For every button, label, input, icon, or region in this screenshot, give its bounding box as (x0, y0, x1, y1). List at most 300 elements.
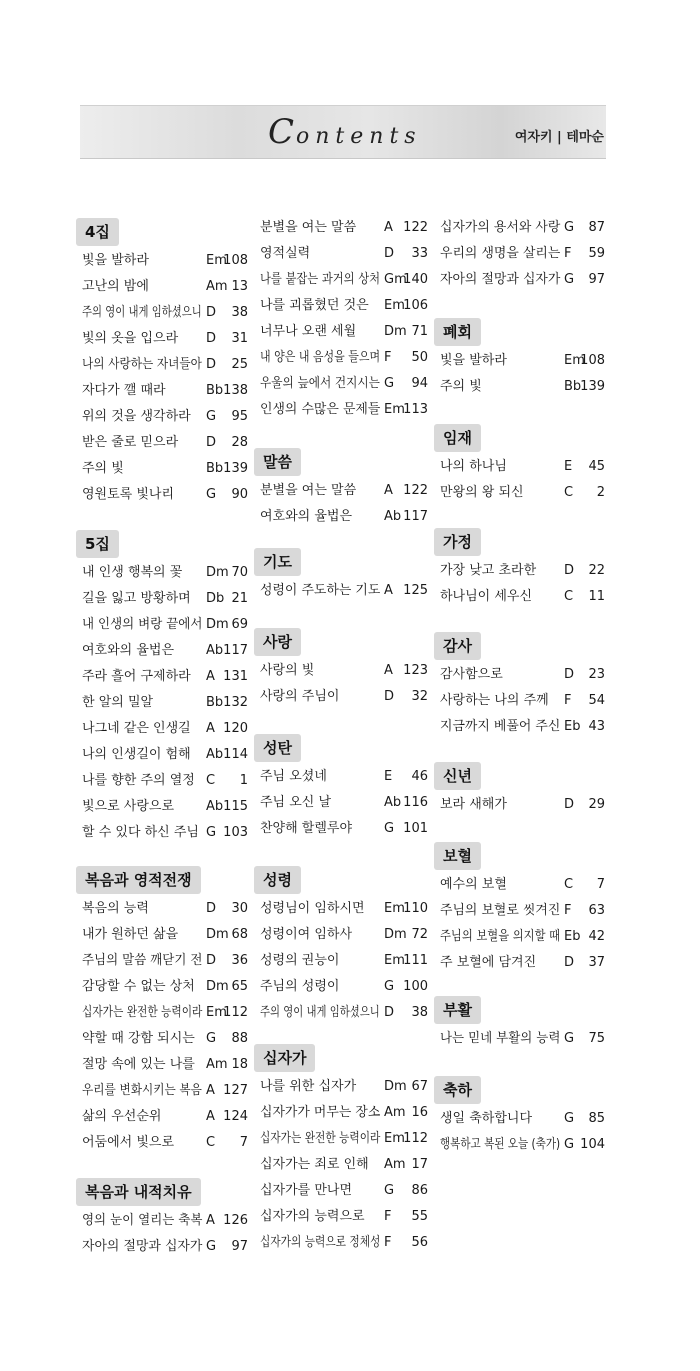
song-title: 고난의 밤에 (82, 279, 149, 294)
song-key: C (564, 877, 574, 892)
toc-entry[interactable] (82, 329, 248, 349)
song-title: 십자가의 용서와 사랑 (440, 220, 561, 235)
page-number: 124 (223, 1109, 248, 1124)
song-title: 가장 낮고 초라한 (440, 563, 537, 578)
page-number: 37 (588, 955, 605, 970)
song-key: Eb (564, 719, 581, 734)
page-number: 55 (411, 1209, 428, 1224)
song-title: 우리를 변화시키는 복음 (82, 1083, 202, 1098)
toc-entry[interactable] (82, 925, 248, 945)
toc-entry[interactable] (82, 745, 248, 765)
song-key: G (206, 409, 217, 424)
toc-entry[interactable] (260, 296, 428, 316)
song-title: 영의 눈이 열리는 축복 (82, 1213, 203, 1228)
song-key: Bb (206, 695, 224, 710)
toc-entry[interactable] (440, 218, 605, 238)
toc-entry[interactable] (440, 1029, 605, 1049)
song-key: G (384, 821, 395, 836)
toc-entry[interactable] (82, 277, 248, 297)
song-title: 주님 오신 날 (260, 795, 332, 810)
song-title: 주라 흘어 구제하라 (82, 669, 191, 684)
page-number: 95 (231, 409, 248, 424)
song-title: 사랑의 주님이 (260, 689, 340, 704)
toc-entry[interactable] (260, 1077, 428, 1097)
song-key: D (206, 331, 217, 346)
song-key: G (384, 979, 395, 994)
song-key: Am (384, 1157, 406, 1172)
song-key: Em (384, 901, 405, 916)
song-title: 어둠에서 빛으로 (82, 1135, 175, 1150)
song-title: 약할 때 강함 되시는 (82, 1031, 195, 1046)
toc-entry[interactable] (82, 1237, 248, 1257)
song-key: Am (206, 279, 228, 294)
song-title: 십자가의 능력으로 (260, 1209, 365, 1224)
page-number: 13 (231, 279, 248, 294)
toc-entry[interactable] (82, 899, 248, 919)
toc-entry[interactable] (440, 901, 605, 921)
toc-entry[interactable] (440, 457, 605, 477)
page-number: 97 (231, 1239, 248, 1254)
toc-entry[interactable] (82, 303, 248, 323)
song-key: Dm (206, 979, 229, 994)
toc-entry[interactable] (440, 875, 605, 895)
song-key: Em (206, 253, 227, 268)
song-title: 삶의 우선순위 (82, 1109, 162, 1124)
song-key: A (384, 663, 393, 678)
song-title: 예수의 보혈 (440, 877, 507, 892)
page-number: 29 (588, 797, 605, 812)
page-number: 116 (403, 795, 428, 810)
song-title: 내 양은 내 음성을 들으며 (260, 350, 381, 365)
title-rest: ontents (296, 124, 422, 149)
toc-entry[interactable] (440, 270, 605, 290)
section-heading: 5집 (76, 530, 119, 558)
song-title: 나를 향한 주의 열정 (82, 773, 195, 788)
song-title: 받은 줄로 믿으라 (82, 435, 179, 450)
song-title: 인생의 수많은 문제들 (260, 402, 381, 417)
song-key: C (206, 1135, 216, 1150)
page-number: 85 (588, 1111, 605, 1126)
song-key: C (206, 773, 216, 788)
song-title: 주의 빛 (82, 461, 124, 476)
song-title: 성령의 권능이 (260, 953, 340, 968)
toc-entry[interactable] (260, 270, 428, 290)
page-number: 36 (231, 953, 248, 968)
page-number: 21 (231, 591, 248, 606)
toc-entry[interactable] (260, 1181, 428, 1201)
page-number: 112 (223, 1005, 248, 1020)
toc-entry[interactable] (260, 767, 428, 787)
toc-entry[interactable] (260, 374, 428, 394)
song-key: Dm (206, 927, 229, 942)
page-number: 75 (588, 1031, 605, 1046)
section-heading: 복음과 영적전쟁 (76, 866, 201, 894)
song-title: 자다가 깰 때라 (82, 383, 166, 398)
contents-subtitle: 여자키 | 테마순 (514, 130, 604, 145)
toc-entry[interactable] (260, 1003, 428, 1023)
song-title: 십자가의 능력으로 정체성 (260, 1235, 381, 1250)
song-title: 빛의 옷을 입으라 (82, 331, 179, 346)
page-number: 101 (403, 821, 428, 836)
toc-entry[interactable] (82, 1055, 248, 1075)
song-key: D (384, 1005, 395, 1020)
song-title: 빛을 발하라 (440, 353, 507, 368)
contents-title (268, 112, 422, 152)
toc-entry[interactable] (440, 1135, 605, 1155)
page-number: 59 (588, 246, 605, 261)
toc-entry[interactable] (260, 687, 428, 707)
toc-entry[interactable] (82, 1029, 248, 1049)
page-number: 122 (403, 483, 428, 498)
song-key: D (564, 563, 575, 578)
page-number: 131 (223, 669, 248, 684)
song-key: A (206, 669, 215, 684)
section-heading: 복음과 내적치유 (76, 1178, 201, 1206)
page-number: 88 (231, 1031, 248, 1046)
page-number: 108 (223, 253, 248, 268)
song-key: G (206, 1031, 217, 1046)
toc-entry[interactable] (82, 1081, 248, 1101)
page-number: 108 (580, 353, 605, 368)
song-title: 감사함으로 (440, 667, 503, 682)
page-number: 65 (231, 979, 248, 994)
page-number: 117 (403, 509, 428, 524)
toc-entry[interactable] (260, 661, 428, 681)
song-title: 나의 인생길이 험해 (82, 747, 191, 762)
page-number: 103 (223, 825, 248, 840)
song-key: D (564, 955, 575, 970)
page-number: 132 (223, 695, 248, 710)
song-title: 나를 위한 십자가 (260, 1079, 357, 1094)
song-key: Ab (206, 747, 224, 762)
page-number: 111 (403, 953, 428, 968)
song-title: 위의 것을 생각하라 (82, 409, 191, 424)
toc-entry[interactable] (82, 823, 248, 843)
toc-entry[interactable] (82, 381, 248, 401)
song-key: Bb (206, 383, 224, 398)
song-title: 주의 빛 (440, 379, 482, 394)
song-key: Ab (384, 509, 402, 524)
song-key: D (206, 305, 217, 320)
toc-entry[interactable] (260, 481, 428, 501)
section-heading: 축하 (434, 1076, 481, 1104)
section-heading: 사랑 (254, 628, 301, 656)
song-key: F (384, 350, 392, 365)
song-title: 성령이여 임하사 (260, 927, 353, 942)
song-title: 절망 속에 있는 나를 (82, 1057, 195, 1072)
song-key: F (564, 246, 572, 261)
toc-entry[interactable] (440, 665, 605, 685)
song-title: 나를 붙잡는 과거의 상처 (260, 272, 381, 287)
song-title: 주의 영이 내게 임하셨으니 (82, 305, 202, 320)
toc-entry[interactable] (440, 717, 605, 737)
toc-entry[interactable] (260, 507, 428, 527)
toc-entry[interactable] (260, 899, 428, 919)
toc-entry[interactable] (82, 951, 248, 971)
page-number: 28 (231, 435, 248, 450)
page-number: 70 (231, 565, 248, 580)
song-key: D (206, 357, 217, 372)
song-key: G (206, 1239, 217, 1254)
song-title: 영적실력 (260, 246, 311, 261)
song-title: 성령이 주도하는 기도 (260, 583, 381, 598)
toc-entry[interactable] (82, 407, 248, 427)
song-title: 빛을 발하라 (82, 253, 149, 268)
toc-entry[interactable] (82, 563, 248, 583)
song-title: 주님의 보혈을 의지할 때 (440, 929, 561, 944)
song-key: D (564, 797, 575, 812)
song-title: 자아의 절망과 십자가 (440, 272, 561, 287)
page-number: 63 (588, 903, 605, 918)
song-title: 빛으로 사랑으로 (82, 799, 175, 814)
toc-entry[interactable] (260, 1129, 428, 1149)
section-heading: 보혈 (434, 842, 481, 870)
song-key: Dm (206, 565, 229, 580)
toc-entry[interactable] (440, 377, 605, 397)
song-title: 주님의 말씀 깨닫기 전 (82, 953, 203, 968)
toc-entry[interactable] (260, 1233, 428, 1253)
section-heading: 4집 (76, 218, 119, 246)
song-title: 십자가가 머무는 장소 (260, 1105, 381, 1120)
song-key: G (384, 1183, 395, 1198)
toc-entry[interactable] (82, 977, 248, 997)
page-number: 115 (223, 799, 248, 814)
toc-entry[interactable] (82, 1211, 248, 1231)
song-title: 복음의 능력 (82, 901, 149, 916)
page-number: 104 (580, 1137, 605, 1152)
toc-entry[interactable] (82, 1003, 248, 1023)
page-number: 30 (231, 901, 248, 916)
toc-entry[interactable] (82, 797, 248, 817)
toc-entry[interactable] (82, 1133, 248, 1153)
section-heading: 부활 (434, 996, 481, 1024)
song-key: G (564, 1137, 575, 1152)
song-key: Em (384, 1131, 405, 1146)
section-heading: 기도 (254, 548, 301, 576)
page-number: 33 (411, 246, 428, 261)
song-title: 분별을 여는 말씀 (260, 220, 357, 235)
song-title: 행복하고 복된 오늘 (축가) (440, 1137, 561, 1152)
toc-entry[interactable] (82, 615, 248, 635)
song-title: 자아의 절망과 십자가 (82, 1239, 203, 1254)
song-key: A (206, 1109, 215, 1124)
song-title: 성령님이 임하시면 (260, 901, 365, 916)
toc-entry[interactable] (440, 1109, 605, 1129)
song-key: D (206, 901, 217, 916)
toc-entry[interactable] (260, 1155, 428, 1175)
song-key: Em (206, 1005, 227, 1020)
page-number: 125 (403, 583, 428, 598)
toc-entry[interactable] (440, 244, 605, 264)
song-key: Dm (384, 324, 407, 339)
song-title: 주님의 성령이 (260, 979, 340, 994)
toc-entry[interactable] (260, 977, 428, 997)
page-number: 113 (403, 402, 428, 417)
song-title: 내가 원하던 삶을 (82, 927, 179, 942)
toc-entry[interactable] (440, 795, 605, 815)
page-number: 54 (588, 693, 605, 708)
toc-entry[interactable] (260, 581, 428, 601)
page-number: 87 (588, 220, 605, 235)
section-heading: 성령 (254, 866, 301, 894)
page-number: 32 (411, 689, 428, 704)
song-title: 길을 잃고 방황하며 (82, 591, 191, 606)
song-key: Dm (206, 617, 229, 632)
page-number: 112 (403, 1131, 428, 1146)
song-key: A (206, 721, 215, 736)
toc-entry[interactable] (440, 691, 605, 711)
toc-entry[interactable] (260, 819, 428, 839)
song-title: 나를 괴롭혔던 것은 (260, 298, 369, 313)
song-key: Gm (384, 272, 407, 287)
toc-entry[interactable] (260, 1103, 428, 1123)
toc-entry[interactable] (82, 693, 248, 713)
song-key: E (384, 769, 393, 784)
toc-entry[interactable] (82, 589, 248, 609)
toc-entry[interactable] (82, 459, 248, 479)
song-key: Bb (564, 379, 582, 394)
song-key: D (384, 689, 395, 704)
toc-entry[interactable] (440, 927, 605, 947)
song-key: E (564, 459, 573, 474)
song-key: Em (384, 953, 405, 968)
toc-entry[interactable] (82, 1107, 248, 1127)
page-number: 72 (411, 927, 428, 942)
page-number: 71 (411, 324, 428, 339)
toc-entry[interactable] (440, 587, 605, 607)
section-heading: 말씀 (254, 448, 301, 476)
song-key: G (384, 376, 395, 391)
page-number: 117 (223, 643, 248, 658)
section-heading: 감사 (434, 632, 481, 660)
song-title: 지금까지 베풀어 주신 (440, 719, 561, 734)
song-title: 나의 사랑하는 자녀들아 (82, 357, 202, 372)
toc-entry[interactable] (440, 953, 605, 973)
toc-entry[interactable] (82, 485, 248, 505)
section-heading: 신년 (434, 762, 481, 790)
song-title: 여호와의 율법은 (82, 643, 175, 658)
toc-entry[interactable] (260, 244, 428, 264)
page-number: 86 (411, 1183, 428, 1198)
page-number: 38 (231, 305, 248, 320)
song-title: 내 인생의 벼랑 끝에서 (82, 617, 203, 632)
toc-entry[interactable] (82, 433, 248, 453)
song-title: 우울의 늪에서 건지시는 (260, 376, 380, 391)
page-number: 17 (411, 1157, 428, 1172)
song-key: Ab (206, 643, 224, 658)
toc-entry[interactable] (82, 641, 248, 661)
page-number: 46 (411, 769, 428, 784)
page-number: 120 (223, 721, 248, 736)
page-number: 110 (403, 901, 428, 916)
toc-entry[interactable] (260, 951, 428, 971)
toc-entry[interactable] (82, 771, 248, 791)
toc-entry[interactable] (260, 400, 428, 420)
song-key: G (564, 1031, 575, 1046)
toc-entry[interactable] (260, 348, 428, 368)
page-number: 25 (231, 357, 248, 372)
page-number: 43 (588, 719, 605, 734)
song-key: D (384, 246, 395, 261)
song-key: A (384, 483, 393, 498)
toc-entry[interactable] (260, 218, 428, 238)
page-number: 97 (588, 272, 605, 287)
toc-entry[interactable] (260, 793, 428, 813)
song-title: 십자가를 만나면 (260, 1183, 353, 1198)
toc-entry[interactable] (440, 483, 605, 503)
song-title: 하나님이 세우신 (440, 589, 533, 604)
song-title: 찬양해 할렐루야 (260, 821, 353, 836)
toc-entry[interactable] (260, 1207, 428, 1227)
page-number: 69 (231, 617, 248, 632)
song-key: G (206, 487, 217, 502)
title-initial: C (268, 112, 297, 152)
song-key: F (384, 1235, 392, 1250)
page-number: 31 (231, 331, 248, 346)
song-key: G (564, 220, 575, 235)
section-heading: 가정 (434, 528, 481, 556)
toc-entry[interactable] (260, 322, 428, 342)
song-key: Eb (564, 929, 581, 944)
song-key: D (206, 435, 217, 450)
song-key: A (206, 1213, 215, 1228)
toc-entry[interactable] (82, 719, 248, 739)
song-title: 영원토록 빛나리 (82, 487, 175, 502)
page-number: 2 (596, 485, 605, 500)
song-key: Em (564, 353, 585, 368)
song-title: 주의 영이 내게 임하셨으니 (260, 1005, 380, 1020)
song-key: F (564, 693, 572, 708)
song-key: C (564, 589, 574, 604)
song-title: 십자가는 완전한 능력이라 (82, 1005, 203, 1020)
song-title: 한 알의 밀알 (82, 695, 154, 710)
song-title: 주 보혈에 담겨진 (440, 955, 537, 970)
song-title: 너무나 오랜 세월 (260, 324, 357, 339)
song-title: 분별을 여는 말씀 (260, 483, 357, 498)
page-number: 127 (223, 1083, 248, 1098)
toc-entry[interactable] (260, 925, 428, 945)
page-number: 90 (231, 487, 248, 502)
song-key: Dm (384, 927, 407, 942)
toc-entry[interactable] (82, 251, 248, 271)
song-key: Ab (206, 799, 224, 814)
song-title: 만왕의 왕 되신 (440, 485, 524, 500)
page-number: 1 (239, 773, 248, 788)
toc-entry[interactable] (82, 355, 248, 375)
song-title: 보라 새해가 (440, 797, 507, 812)
song-key: Am (206, 1057, 228, 1072)
page-number: 114 (223, 747, 248, 762)
song-key: D (206, 953, 217, 968)
toc-entry[interactable] (440, 351, 605, 371)
song-key: G (564, 272, 575, 287)
song-key: Em (384, 298, 405, 313)
page-number: 106 (403, 298, 428, 313)
song-title: 우리의 생명을 살리는 (440, 246, 561, 261)
section-heading: 십자가 (254, 1044, 315, 1072)
song-title: 주님 오셨네 (260, 769, 327, 784)
song-key: Ab (384, 795, 402, 810)
song-key: Am (384, 1105, 406, 1120)
song-key: D (564, 667, 575, 682)
song-title: 나의 하나님 (440, 459, 507, 474)
song-key: G (564, 1111, 575, 1126)
song-title: 생일 축하합니다 (440, 1111, 533, 1126)
toc-entry[interactable] (82, 667, 248, 687)
song-title: 사랑하는 나의 주께 (440, 693, 549, 708)
toc-entry[interactable] (440, 561, 605, 581)
page-number: 7 (239, 1135, 248, 1150)
